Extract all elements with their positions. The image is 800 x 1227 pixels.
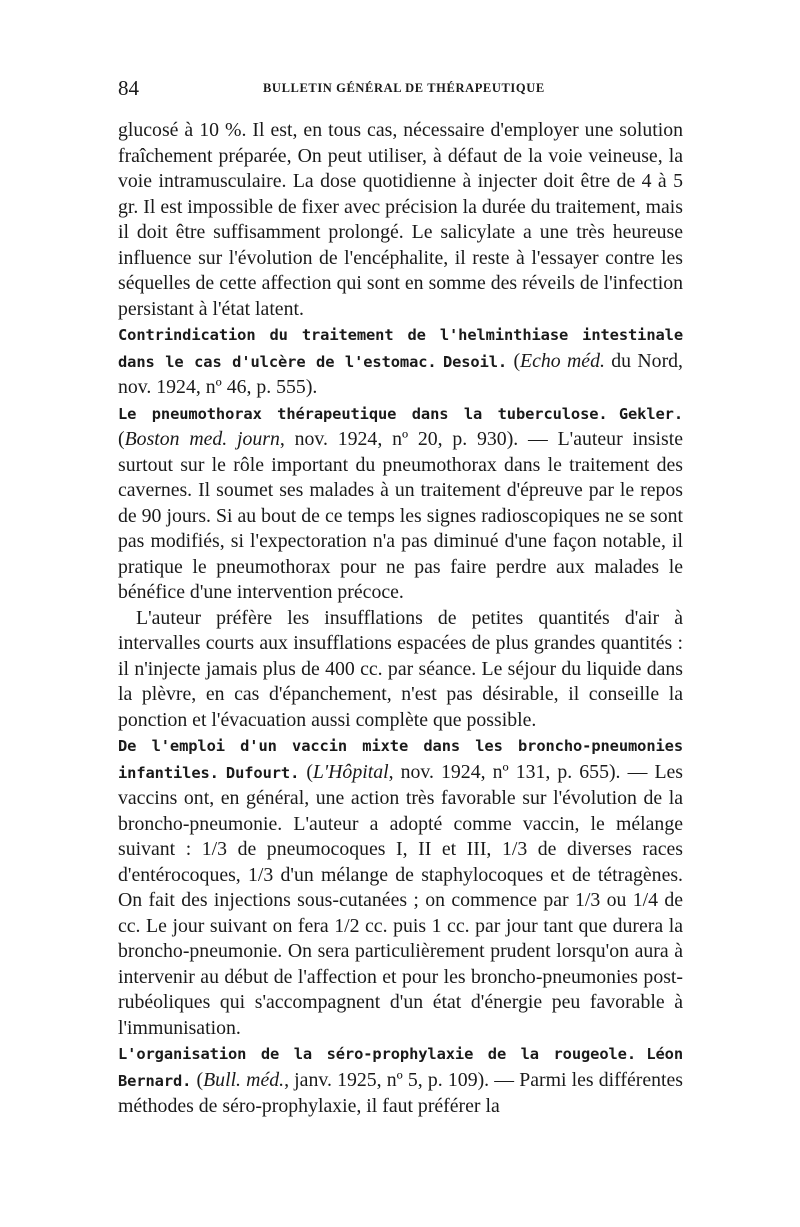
abstract-text: Parmi les différentes méthodes de séro-prophylaxie, il faut préférer la bbox=[118, 1068, 683, 1117]
abstract-title: De l'emploi d'un vaccin mixte dans les broncho-pneumonies infantiles. bbox=[118, 737, 683, 782]
abstract-title: Le pneumothorax thérapeutique dans la tuberculose. bbox=[118, 404, 608, 423]
reference-details: , nov. 1924, nº 131, p. 655). — bbox=[388, 760, 655, 783]
abstract-title: L'organisation de la séro-prophylaxie de la rougeole. bbox=[118, 1045, 637, 1063]
reference-details: du Nord, nov. 1924, nº 46, p. 555). bbox=[118, 349, 683, 398]
journal-name: L'Hôpital bbox=[312, 760, 389, 783]
abstract-text: Les vaccins ont, en général, une action très favorable sur l'évolution de la broncho-pneumonie. L'auteur a adopté comme vaccin, le mélange suivant : 1/3 de pneumocoques I, II et III, 1/3 de diverses races d'entérocoques, 1/3 d'un mélange de staphylocoques et de tétragènes. On fait des injections sous-cutanées ; on commence par 1/3 ou 1/4 de cc. Le jour suivant on fera 1/2 cc. puis 1 cc. par jour tant que durera la broncho-pneumonie. On sera particulièrement prudent lorsqu'on aura à intervenir au début de l'affection et pour les broncho-pneumonies post-rubéoliques qui s'accompagnent d'un état d'énergie peu favorable à l'immunisation. bbox=[118, 760, 683, 1039]
abstract-title: Contrindication du traitement de l'helminthiase intestinale dans le cas d'ulcère de l'estomac. bbox=[118, 326, 683, 371]
journal-name: Echo méd. bbox=[520, 349, 605, 372]
abstract-author: Gekler. bbox=[618, 404, 683, 423]
page-header bbox=[118, 76, 683, 100]
reference-open: ( bbox=[118, 428, 125, 450]
journal-name: Boston med. journ bbox=[124, 428, 280, 450]
abstract-rougeole bbox=[118, 1041, 683, 1120]
page-body bbox=[118, 118, 683, 1120]
abstract-author: Desoil. bbox=[442, 352, 508, 371]
reference-open: ( bbox=[513, 349, 521, 372]
abstract-text: L'auteur insiste surtout sur le rôle important du pneumothorax dans le traitement des cavernes. Il soumet ses malades à un traitement d'épreuve par le repos de 90 jours. Si au bout de ce temps les signes radioscopiques ne se sont pas modifiés, si l'expectoration n'a pas diminué d'une façon notable, il pratique le pneumothorax pour ne pas faire perdre aux malades le bénéfice d'une intervention précoce. bbox=[118, 428, 684, 603]
page-number: 84 bbox=[118, 76, 139, 100]
abstract-author: Léon Bernard. bbox=[118, 1045, 684, 1090]
journal-name: Bull. méd. bbox=[203, 1068, 285, 1091]
abstract-vaccin-mixte bbox=[118, 733, 683, 1041]
reference-details: , nov. 1924, nº 20, p. 930). — bbox=[279, 428, 558, 450]
running-title: BULLETIN GÉNÉRAL DE THÉRAPEUTIQUE bbox=[263, 81, 545, 95]
reference-details: , janv. 1925, nº 5, p. 109). — bbox=[284, 1068, 520, 1091]
reference-open: ( bbox=[196, 1068, 204, 1091]
paragraph-continuation: glucosé à 10 %. Il est, en tous cas, nécessaire d'employer une solution fraîchement préparée, On peut utiliser, à défaut de la voie veineuse, la voie intramusculaire. La dose quotidienne à injecter doit être de 4 à 5 gr. Il est impossible de fixer avec précision la durée du traitement, mais il doit être suffisamment prolongé. Le salicylate a une très heureuse influence sur l'évolution de l'encéphalite, il reste à l'essayer contre les séquelles de cette affection qui sont en somme des réveils de l'infection persistant à l'état latent. bbox=[118, 119, 683, 320]
abstract-author: Dufourt. bbox=[225, 763, 300, 782]
abstract-helminthiase bbox=[118, 322, 683, 401]
abstract-pneumothorax bbox=[118, 401, 683, 606]
abstract-pneumothorax-paragraph-2: L'auteur préfère les insufflations de petites quantités d'air à intervalles courts aux insufflations espacées de plus grandes quantités : il n'injecte jamais plus de 400 cc. par séance. Le séjour du liquide dans la plèvre, en cas d'épanchement, n'est pas désirable, il conseille la ponction et l'évacuation aussi complète que possible. bbox=[118, 606, 683, 731]
reference-open: ( bbox=[306, 760, 313, 783]
